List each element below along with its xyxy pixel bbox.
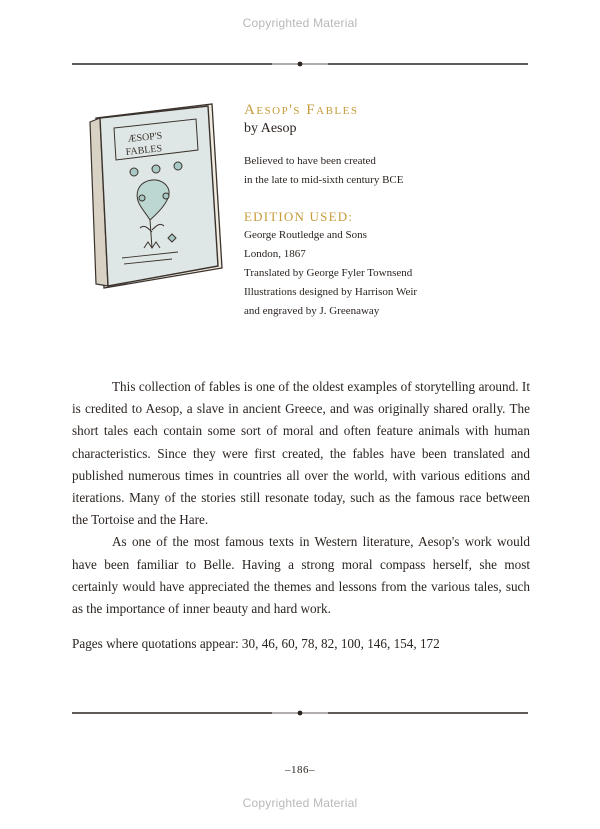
creation-line: Believed to have been created: [244, 155, 376, 167]
edition-line: London, 1867: [244, 248, 306, 260]
body-text: [72, 376, 530, 655]
edition-details: [244, 226, 544, 321]
body-paragraph: As one of the most famous texts in Western literature, Aesop's work would have been familiar to Belle. Having a strong moral compass herself, she most certainly would have appreciated the themes and lessons from the various tales, such as the importance of inner beauty and hard work.: [72, 534, 530, 617]
top-ornamental-rule: [72, 58, 528, 70]
book-info: [244, 100, 544, 321]
creation-note: [244, 152, 544, 190]
cover-title-line1: ÆSOP'S: [127, 130, 163, 145]
edition-line: Illustrations designed by Harrison Weir: [244, 286, 418, 298]
book-title: Aesop's Fables: [244, 102, 359, 118]
edition-heading: EDITION USED:: [244, 209, 354, 224]
edition-line: George Routledge and Sons: [244, 229, 367, 241]
book-author: by Aesop: [244, 121, 297, 136]
bottom-ornamental-rule: [72, 707, 528, 719]
edition-line: Translated by George Fyler Townsend: [244, 267, 413, 279]
body-paragraph: This collection of fables is one of the oldest examples of storytelling around. It is credited to Aesop, a slave in ancient Greece, and was originally shared orally. The short tales each contain some sort of moral and often feature animals with human characteristics. Since they were first created, the fables have been translated and published numerous times in countries all over the world, with various editions and iterations. Many of the stories still resonate today, such as the famous race between the Tortoise and the Hare.: [72, 379, 530, 528]
creation-line: in the late to mid-sixth century BCE: [244, 174, 404, 186]
quotation-pages: Pages where quotations appear: 30, 46, 60, 78, 82, 100, 146, 154, 172: [72, 636, 440, 652]
book-cover-illustration: [82, 98, 232, 293]
copyright-watermark-bottom: Copyrighted Material: [242, 796, 358, 810]
copyright-watermark-top: Copyrighted Material: [242, 16, 358, 30]
cover-title-line2: FABLES: [125, 143, 163, 158]
edition-line: and engraved by J. Greenaway: [244, 305, 380, 317]
page-number: –186–: [285, 764, 315, 776]
